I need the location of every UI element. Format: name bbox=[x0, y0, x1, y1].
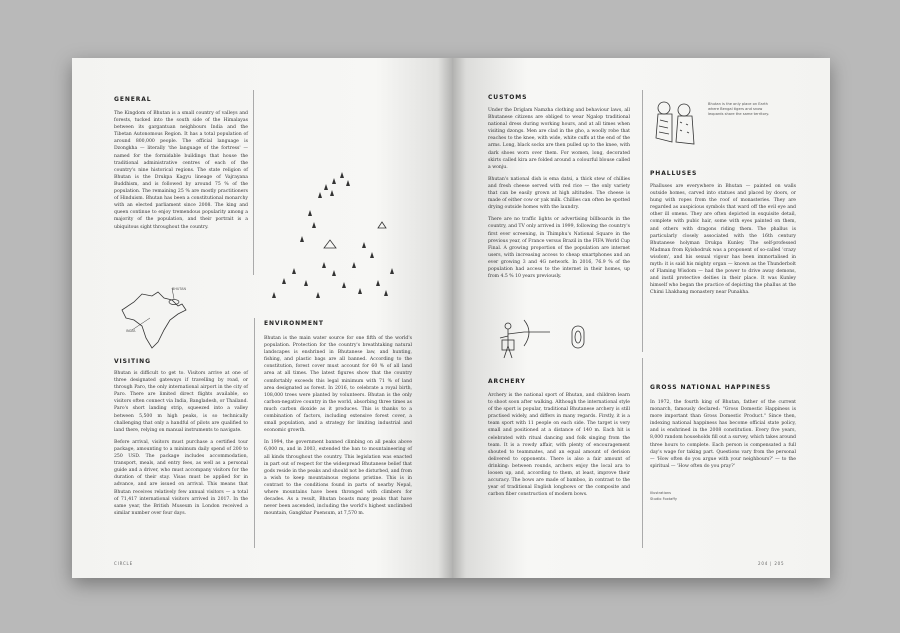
tigers-caption: Bhutan is the only place on Earth where Bengal tigers and snow leopards share the same territory. bbox=[708, 102, 770, 116]
illustrations-credit-name: Studio Foxtaffy bbox=[650, 497, 677, 501]
general-paragraph: The Kingdom of Bhutan is a small country of valleys and forests, tucked into the south side of the Himalayas between its gargantuan neighbours India and the Tibetan Autonomous Region. It has a total population of around 800,000 people. The official language is Dzongkha — literally 'the language of the fortress' — named for the formidable buildings that house the traditional administrative centres of each of the country's nine historical regions. The state religion of Bhutan is the Drukpa Kagyu lineage of Vajrayana Buddhism, and is followed by around 75 % of the population. The remaining 25 % are mostly practitioners of Hinduism. Bhutan has been a constitutional monarchy with an elected parliament since 2008. The king and queen continue to enjoy tremendous popularity among a majority of the population, and their portrait is a ubiquitous sight throughout the country. bbox=[114, 111, 248, 230]
visiting-paragraph-1: Bhutan is difficult to get to. Visitors arrive at one of three designated gateways if travelling by road, or through Paro, the only international airport in the city of Paro. There are limited direct flights available, so visitors often connect via India, Bangladesh, or Thailand. Paro's short landing strip, squeezed into a valley between 5,500 m high peaks, is so technically challenging that only a handful of pilots are qualified to land there, relying on manual instruments to navigate. bbox=[114, 371, 248, 433]
customs-text bbox=[488, 107, 630, 285]
page-numbers: 204 | 205 bbox=[758, 561, 785, 566]
mountain-icon bbox=[324, 240, 336, 248]
environment-paragraph-2: In 1994, the government banned climbing on all peaks above 6,000 m, and in 2003, extended the ban to mountaineering of all kinds throughout the country. This legislation was enacted in part out of respect for the widespread Bhutanese belief that gods reside in the peaks and should not be disturbed, and from a wish to keep mountainous regions pristine. This is in contrast to the conditions found in parts of nearby Nepal, where mountains have been thronged with climbers for decades. As a result, Bhutan boasts many peaks that have never been ascended, including the world's highest unclimbed mountain, Gangkhar Puensum, at 7,570 m. bbox=[264, 440, 412, 517]
environment-text bbox=[264, 335, 412, 522]
left-page bbox=[72, 58, 452, 578]
forest-illustration bbox=[212, 98, 402, 328]
illustrations-credit-label: Illustrations bbox=[650, 491, 672, 495]
archer-illustration bbox=[490, 316, 590, 366]
archery-text bbox=[488, 392, 630, 503]
visiting-text bbox=[114, 370, 248, 522]
column-divider bbox=[642, 90, 643, 352]
column-divider bbox=[254, 318, 255, 548]
magazine-footer: CIRCLE bbox=[114, 561, 133, 566]
gnh-paragraph: In 1972, the fourth king of Bhutan, father of the current monarch, famously declared: "Gross Domestic Happiness is more important than Gross Domestic Product." Since then, indexing national happiness has become official state policy, and is enshrined in the 2008 constitution. Every five years, 8,000 random households fill out a survey, which takes around three hours to complete. Each person is compensated a full day's wage for taking part. Questions vary from the personal — 'How often do you argue with your neighbours?' — to the spiritual — 'How often do you pray?' bbox=[650, 400, 796, 469]
tree-icons bbox=[272, 172, 394, 298]
tiger-leopard-illustration bbox=[650, 98, 702, 150]
customs-paragraph-2: Bhutan's national dish is ema datsi, a thick stew of chillies and fresh cheese served with red rice — the only variety that can be easily grown at high altitudes. The cheese is made of either cow or yak milk. Chillies can often be spotted drying outside homes with the laundry. bbox=[488, 176, 630, 211]
target-icon bbox=[572, 326, 584, 348]
book-gutter bbox=[438, 58, 466, 578]
customs-paragraph-3: There are no traffic lights or advertising billboards in the country, and TV only arrived in 1999, following the country's first ever screening, in Thimphu's National Square in the previous year, of France versus Brazil in the FIFA World Cup Final. A growing proportion of the population are internet users, with increasing access to cheap smartphones and an ever growing 3 and 4G network. In 2016, 76.9 % of the population had access to the internet in their homes, up from 4.5 % 10 years previously. bbox=[488, 217, 630, 280]
archery-heading: ARCHERY bbox=[488, 378, 526, 385]
environment-heading: ENVIRONMENT bbox=[264, 320, 324, 327]
phalluses-text bbox=[650, 183, 796, 302]
general-heading: GENERAL bbox=[114, 96, 152, 103]
customs-paragraph-1: Under the Driglam Namzha clothing and behaviour laws, all Bhutanese citizens are obliged to wear Ngalop traditional national dress during working hours, and at all times when visiting dzongs. Men are clad in the gho, a woolly robe that reaches to the knee, with wide, white cuffs at the end of the arms. Long, black socks are then pulled up to the knee, with dark shoes worn over them. For women, long, decorated skirts called kira are folded around a colourful blouse called a wonju. bbox=[488, 108, 630, 170]
visiting-paragraph-2: Before arrival, visitors must purchase a certified tour package, amounting to a minimum daily spend of 200 to 250 USD. The package includes accommodation, transport, meals, and entry fees, as well as a personal guide and a driver, who must accompany visitors for the duration of their stay. Visas must be applied for in advance, and are issued on arrival. This means that Bhutan receives relatively few annual visitors — a total of 71,417 international visitors arrived in 2017. In the same year, the British Museum in London received a similar number over four days. bbox=[114, 439, 248, 516]
gnh-text bbox=[650, 399, 796, 475]
visiting-heading: VISITING bbox=[114, 358, 151, 365]
phalluses-heading: PHALLUSES bbox=[650, 170, 698, 177]
phalluses-paragraph: Phalluses are everywhere in Bhutan — painted on walls outside homes, carved into statues and placed by doors, or hung with ropes from the roof of monasteries. They are regarded as auspicious symbols that ward off the evil eye and other ill omens. They are often depicted in exquisite detail, complete with pubic hair, some with eyes painted on them, and others with dragons riding them. The phallus is particularly closely associated with the 16th century Bhutanese holyman Drukpa Kunley. The self-professed Madman from Kyishodruk was a proponent of so-called 'crazy wisdom', and his sexual vigour has been immortalised in myth: it is said his mighty organ — known as the Thunderbolt of Flaming Wisdom — had the power to drive away demons, and instil protective deities in their place. It was Kunley himself who began the practice of depicting the phallus at the Chimi Lhakhang monastery near Punakha. bbox=[650, 184, 796, 296]
map-label-india: INDIA bbox=[126, 329, 136, 333]
customs-heading: CUSTOMS bbox=[488, 94, 528, 101]
magazine-spread bbox=[72, 58, 830, 578]
column-divider bbox=[642, 358, 643, 548]
right-page bbox=[452, 58, 830, 578]
map-label-bhutan: BHUTAN bbox=[172, 287, 187, 291]
environment-paragraph-1: Bhutan is the main water source for one fifth of the world's population. Protection for the country's breathtaking natural landscapes is enshrined in Bhutanese law, and hunting, fishing, and plastic bags are all banned. According to the constitution, forest cover must account for 60 % of all land area at all times. The latest figures show that the country comfortably exceeds this legal minimum with 71 % of land area designated as forest. In 2016, to celebrate a royal birth, 108,000 trees were planted by volunteers. Bhutan is the only carbon-negative country in the world, absorbing three times as much carbon dioxide as it produces. This is thanks to a combination of factors, including extensive forest cover, a small population, and a strategy for limiting industrial and economic growth. bbox=[264, 336, 412, 434]
archery-paragraph: Archery is the national sport of Bhutan, and children learn to shoot soon after walking. Although the international style of the sport is popular, traditional Bhutanese archery is still practised widely, and differs in many regards. Firstly, it is a team sport with 11 people on each side. The target is very small and positioned at a distance of 140 m. Each hit is celebrated with ritual dancing and folk singing from the team. It is a rowdy affair, with plenty of encouragement shouted to teammates, and an equal amount of derision delivered to opponents. There is also a fair amount of drinking: between rounds, archers enjoy the local ara to loosen up, and, according to them, at least, improve their accuracy. The bows are made of bamboo, in contrast to the year of traditional English longbows or the composite and carbon fiber construction of modern bows. bbox=[488, 393, 630, 498]
gnh-heading: GROSS NATIONAL HAPPINESS bbox=[650, 384, 772, 391]
